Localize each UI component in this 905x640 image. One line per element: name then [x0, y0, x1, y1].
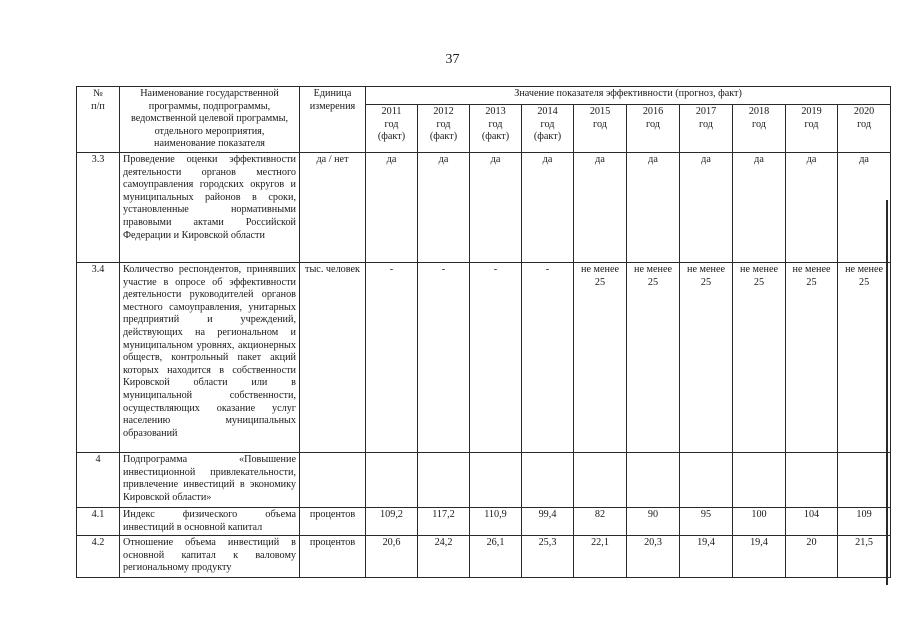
indicator-value: да [786, 152, 838, 262]
indicator-value: да [366, 152, 418, 262]
header-year-2012 [418, 105, 470, 153]
indicator-value: не менее 25 [733, 262, 786, 452]
indicator-value [680, 452, 733, 507]
indicator-value: не менее 25 [627, 262, 680, 452]
indicator-name: Индекс физического объема инвестиций в основной капитал [120, 507, 300, 535]
header-unit: Единица измерения [300, 87, 366, 153]
header-year-line2: год [699, 118, 713, 130]
header-year-line3: (факт) [481, 131, 510, 143]
header-year-year: 2015 [589, 106, 611, 118]
indicator-value: 20,6 [366, 536, 418, 578]
indicator-value [366, 452, 418, 507]
header-year-year: 2020 [853, 106, 875, 118]
measure-unit: процентов [300, 507, 366, 535]
header-year-2014 [522, 105, 574, 153]
indicator-value: 100 [733, 507, 786, 535]
indicator-value: 20 [786, 536, 838, 578]
indicator-value: не менее 25 [574, 262, 627, 452]
header-year-2013 [470, 105, 522, 153]
header-num: № п/п [77, 87, 120, 153]
indicator-value: 95 [680, 507, 733, 535]
indicator-value [574, 452, 627, 507]
header-year-line3: (факт) [377, 131, 406, 143]
margin-rule [886, 200, 888, 585]
header-year-2015 [574, 105, 627, 153]
indicator-value: 20,3 [627, 536, 680, 578]
indicator-value: 109 [838, 507, 891, 535]
header-year-2018 [733, 105, 786, 153]
indicator-value: - [418, 262, 470, 452]
header-name: Наименование государственной программы, подпрограммы, ведомственной целевой программы, отдельного мероприятия, наименование показателя [120, 87, 300, 153]
indicator-value: да [733, 152, 786, 262]
indicator-name: Проведение оценки эффективности деятельности органов местного самоуправления городских округов и муниципальных районов в сроки, установленные нормативными правовыми актами Российской Федерации и Кировской области [120, 152, 300, 262]
row-number: 4.2 [77, 536, 120, 578]
indicator-value: 110,9 [470, 507, 522, 535]
header-values-group: Значение показателя эффективности (прогноз, факт) [366, 87, 891, 105]
indicator-value: 99,4 [522, 507, 574, 535]
header-year-year: 2012 [433, 106, 454, 118]
indicator-value [838, 452, 891, 507]
header-year-line2: год [384, 118, 399, 130]
measure-unit [300, 452, 366, 507]
indicator-value: 22,1 [574, 536, 627, 578]
indicator-value: да [470, 152, 522, 262]
row-number: 4 [77, 452, 120, 507]
indicator-value: 82 [574, 507, 627, 535]
header-year-line2: год [646, 118, 660, 130]
header-year-2016 [627, 105, 680, 153]
table-row [77, 536, 891, 578]
indicator-name: Количество респондентов, принявших участие в опросе об эффективности деятельности руководителей органов местного самоуправления, унитарных предприятий и учреждений, действующих на региональном и муниципальном уровнях, акционерных обществ, контрольный пакет акций которых находится в собственности Кировской области или в муниципальной собственности, осуществляющих оказание услуг населению муниципальных образований [120, 262, 300, 452]
header-year-year: 2018 [748, 106, 770, 118]
header-year-line2: год [804, 118, 819, 130]
header-year-year: 2019 [801, 106, 822, 118]
indicator-value: да [627, 152, 680, 262]
indicator-value: 24,2 [418, 536, 470, 578]
indicator-value [470, 452, 522, 507]
table-row [77, 507, 891, 535]
indicator-value: - [522, 262, 574, 452]
indicator-name: Подпрограмма «Повышение инвестиционной привлекательности, привлечение инвестиций в экономику Кировской области» [120, 452, 300, 507]
indicator-value: 19,4 [733, 536, 786, 578]
page-number: 37 [445, 52, 460, 67]
indicator-value: - [366, 262, 418, 452]
header-year-year: 2011 [381, 106, 402, 118]
indicator-value: да [574, 152, 627, 262]
indicator-value [418, 452, 470, 507]
header-year-line3: (факт) [429, 131, 458, 143]
header-year-2011 [366, 105, 418, 153]
row-number: 3.3 [77, 152, 120, 262]
header-year-2019 [786, 105, 838, 153]
indicator-value: да [680, 152, 733, 262]
header-year-year: 2013 [485, 106, 506, 118]
indicator-value: 26,1 [470, 536, 522, 578]
header-year-line2: год [593, 118, 607, 130]
row-number: 4.1 [77, 507, 120, 535]
table-row [77, 262, 891, 452]
indicator-table [76, 86, 891, 578]
indicator-value: 104 [786, 507, 838, 535]
header-year-line2: год [752, 118, 766, 130]
indicator-value: 21,5 [838, 536, 891, 578]
indicator-value: 117,2 [418, 507, 470, 535]
indicator-value [733, 452, 786, 507]
indicator-value: 19,4 [680, 536, 733, 578]
measure-unit: процентов [300, 536, 366, 578]
indicator-value: не менее 25 [786, 262, 838, 452]
indicator-value: да [418, 152, 470, 262]
indicator-value: 90 [627, 507, 680, 535]
header-year-line2: год [540, 118, 555, 130]
header-year-year: 2017 [695, 106, 717, 118]
indicator-value: - [470, 262, 522, 452]
header-year-2017 [680, 105, 733, 153]
measure-unit: да / нет [300, 152, 366, 262]
header-year-2020 [838, 105, 891, 153]
indicator-value: да [522, 152, 574, 262]
indicator-name: Отношение объема инвестиций в основной капитал к валовому региональному продукту [120, 536, 300, 578]
header-year-year: 2016 [642, 106, 664, 118]
indicator-value [786, 452, 838, 507]
header-year-line2: год [857, 118, 872, 130]
indicator-value: да [838, 152, 891, 262]
indicator-value: 109,2 [366, 507, 418, 535]
header-year-line2: год [436, 118, 451, 130]
measure-unit: тыс. человек [300, 262, 366, 452]
header-year-line3: (факт) [533, 131, 562, 143]
table-row [77, 152, 891, 262]
header-year-year: 2014 [537, 106, 558, 118]
indicator-value: не менее 25 [838, 262, 891, 452]
header-year-line2: год [488, 118, 503, 130]
indicator-value: 25,3 [522, 536, 574, 578]
table-body [77, 152, 891, 577]
indicator-value [522, 452, 574, 507]
indicator-value: не менее 25 [680, 262, 733, 452]
table-header [77, 87, 891, 153]
table-row [77, 452, 891, 507]
row-number: 3.4 [77, 262, 120, 452]
indicator-value [627, 452, 680, 507]
